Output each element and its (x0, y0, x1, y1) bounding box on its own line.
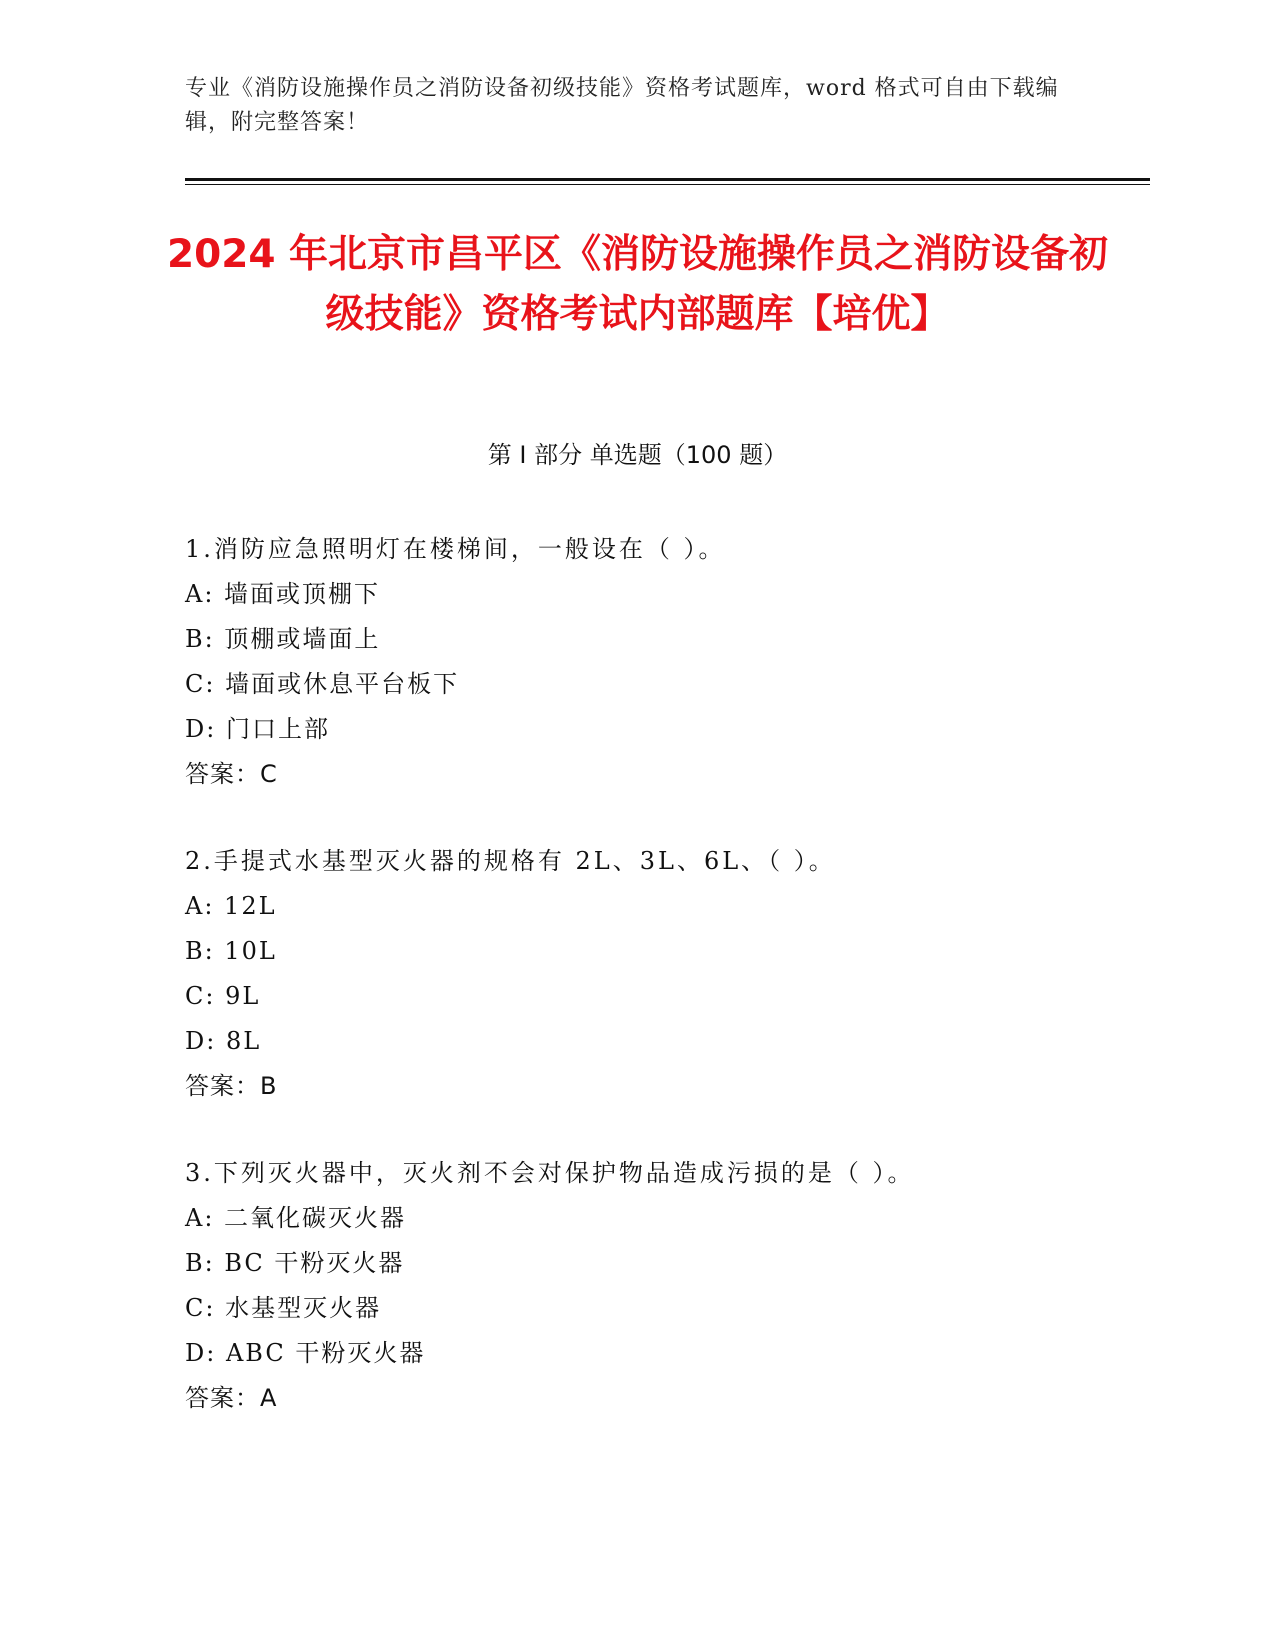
option-d: D: 门口上部 (185, 715, 330, 743)
option-c: C: 9L (185, 982, 261, 1010)
header-divider-thick (185, 178, 1150, 181)
answer-line: 答案：A (185, 1384, 278, 1412)
option-a: A: 12L (185, 892, 277, 920)
answer-line: 答案：C (185, 760, 278, 788)
option-c: C: 水基型灭火器 (185, 1294, 382, 1322)
option-b: B: BC 干粉灭火器 (185, 1249, 405, 1277)
question-item-3 (185, 1151, 1135, 1421)
option-c: C: 墙面或休息平台板下 (185, 670, 460, 698)
answer-line: 答案：B (185, 1072, 278, 1100)
question-list (185, 527, 1135, 1463)
header-divider-thin (185, 184, 1150, 185)
question-stem: 1.消防应急照明灯在楼梯间，一般设在（ ）。 (185, 535, 726, 563)
question-item-1 (185, 527, 1135, 797)
option-d: D: 8L (185, 1027, 262, 1055)
option-a: A: 墙面或顶棚下 (185, 580, 381, 608)
option-a: A: 二氧化碳灭火器 (185, 1204, 407, 1232)
question-item-2 (185, 839, 1135, 1109)
section-heading: 第 I 部分 单选题（100 题） (487, 441, 788, 469)
option-b: B: 10L (185, 937, 277, 965)
option-d: D: ABC 干粉灭火器 (185, 1339, 426, 1367)
option-b: B: 顶棚或墙面上 (185, 625, 381, 653)
document-title: 2024 年北京市昌平区《消防设施操作员之消防设备初级技能》资格考试内部题库【培优】 (166, 232, 1109, 337)
header-note: 专业《消防设施操作员之消防设备初级技能》资格考试题库，word 格式可自由下载编辑，附完整答案！ (185, 76, 1059, 135)
question-stem: 2.手提式水基型灭火器的规格有 2L、3L、6L、（ ）。 (185, 847, 836, 875)
question-stem: 3.下列灭火器中，灭火剂不会对保护物品造成污损的是（ ）。 (185, 1159, 915, 1187)
